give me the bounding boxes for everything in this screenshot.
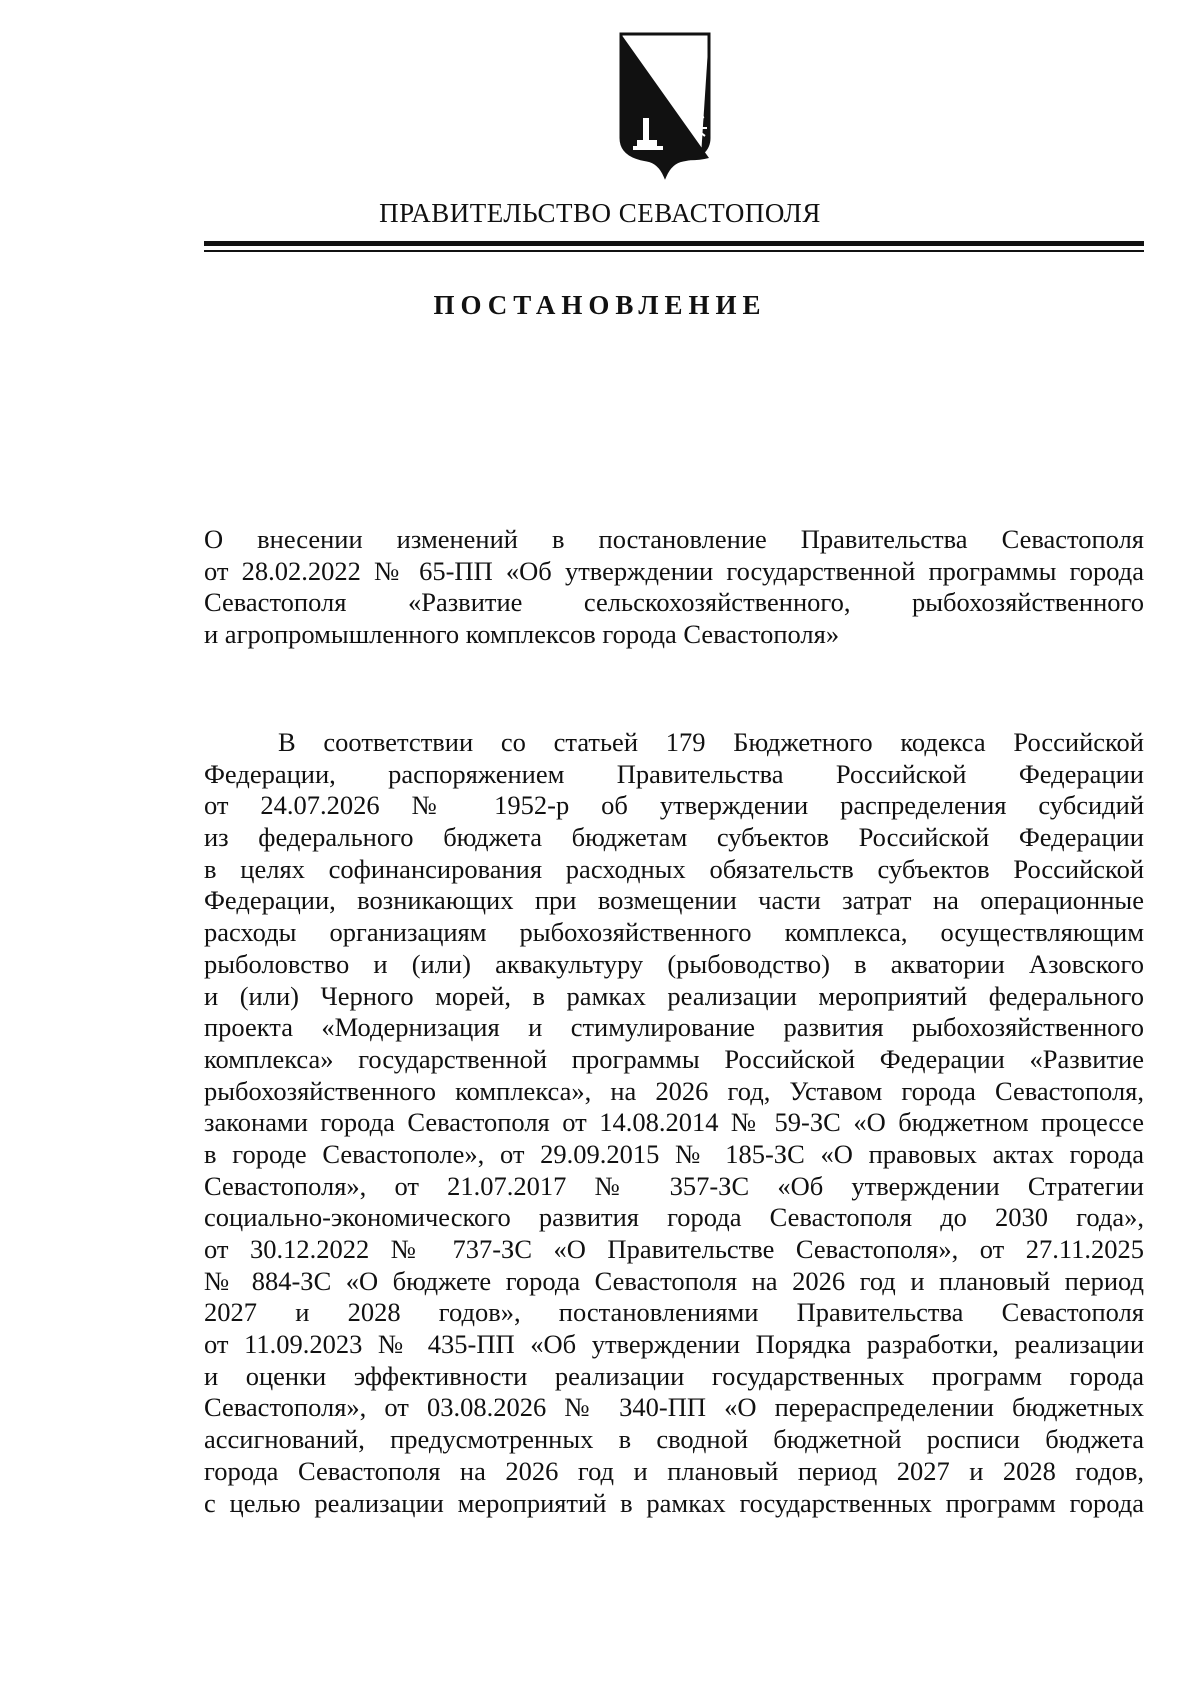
body-line: от 24.07.2026 № 1952-р об утверждении распределения субсидий xyxy=(204,790,1144,821)
document-body xyxy=(204,727,1144,1519)
subject-line: и агропромышленного комплексов города Севастополя» xyxy=(204,619,840,650)
body-line: Федерации, распоряжением Правительства Российской Федерации xyxy=(204,758,1144,789)
body-line: и оценки эффективности реализации государственных программ города xyxy=(204,1360,1144,1391)
subject-line: О внесении изменений в постановление Правительства Севастополя xyxy=(204,524,1144,554)
document-type-title: ПОСТАНОВЛЕНИЕ xyxy=(433,290,767,320)
body-line: в целях софинансирования расходных обязательств субъектов Российской xyxy=(204,853,1144,884)
body-line: социально-экономического развития города Севастополя до 2030 года», xyxy=(204,1202,1144,1233)
body-line: законами города Севастополя от 14.08.2014 № 59-ЗС «О бюджетном процессе xyxy=(204,1107,1144,1138)
body-line: из федерального бюджета бюджетам субъектов Российской Федерации xyxy=(204,822,1144,853)
body-line: с целью реализации мероприятий в рамках государственных программ города xyxy=(204,1487,1144,1518)
body-line: ассигнований, предусмотренных в сводной бюджетной росписи бюджета xyxy=(204,1424,1144,1455)
body-line: Федерации, возникающих при возмещении части затрат на операционные xyxy=(204,885,1144,916)
body-line: от 11.09.2023 № 435-ПП «Об утверждении Порядка разработки, реализации xyxy=(204,1329,1144,1360)
sevastopol-coat-of-arms-icon xyxy=(617,30,713,180)
body-line: В соответствии со статьей 179 Бюджетного кодекса Российской xyxy=(278,727,1144,757)
body-line: проекта «Модернизация и стимулирование развития рыбохозяйственного xyxy=(204,1012,1144,1043)
body-line: № 884-ЗС «О бюджете города Севастополя на 2026 год и плановый период xyxy=(204,1265,1144,1296)
body-line: расходы организациям рыбохозяйственного комплекса, осуществляющим xyxy=(204,917,1144,948)
body-line: Севастополя», от 21.07.2017 № 357-ЗС «Об утверждении Стратегии xyxy=(204,1170,1144,1201)
subject-line: Севастополя «Развитие сельскохозяйственного, рыбохозяйственного xyxy=(204,587,1144,618)
body-line: и (или) Черного морей, в рамках реализации мероприятий федерального xyxy=(204,980,1144,1011)
header-divider-thick xyxy=(204,241,1144,246)
body-line: рыболовство и (или) аквакультуру (рыбоводство) в акватории Азовского xyxy=(204,948,1144,979)
organization-name: ПРАВИТЕЛЬСТВО СЕВАСТОПОЛЯ xyxy=(379,198,821,228)
subject-line: от 28.02.2022 № 65-ПП «Об утверждении государственной программы города xyxy=(204,555,1144,586)
body-line: в городе Севастополе», от 29.09.2015 № 185-ЗС «О правовых актах города xyxy=(204,1138,1144,1169)
body-line: города Севастополя на 2026 год и плановый период 2027 и 2028 годов, xyxy=(204,1455,1144,1486)
header-divider-thin xyxy=(204,250,1144,252)
document-subject xyxy=(204,524,1144,651)
body-line: 2027 и 2028 годов», постановлениями Правительства Севастополя xyxy=(204,1297,1144,1328)
body-line: Севастополя», от 03.08.2026 № 340-ПП «О перераспределении бюджетных xyxy=(204,1392,1144,1423)
body-line: от 30.12.2022 № 737-ЗС «О Правительстве Севастополя», от 27.11.2025 xyxy=(204,1234,1144,1264)
body-line: комплекса» государственной программы Российской Федерации «Развитие xyxy=(204,1043,1144,1074)
body-line: рыбохозяйственного комплекса», на 2026 год, Уставом города Севастополя, xyxy=(204,1075,1144,1106)
